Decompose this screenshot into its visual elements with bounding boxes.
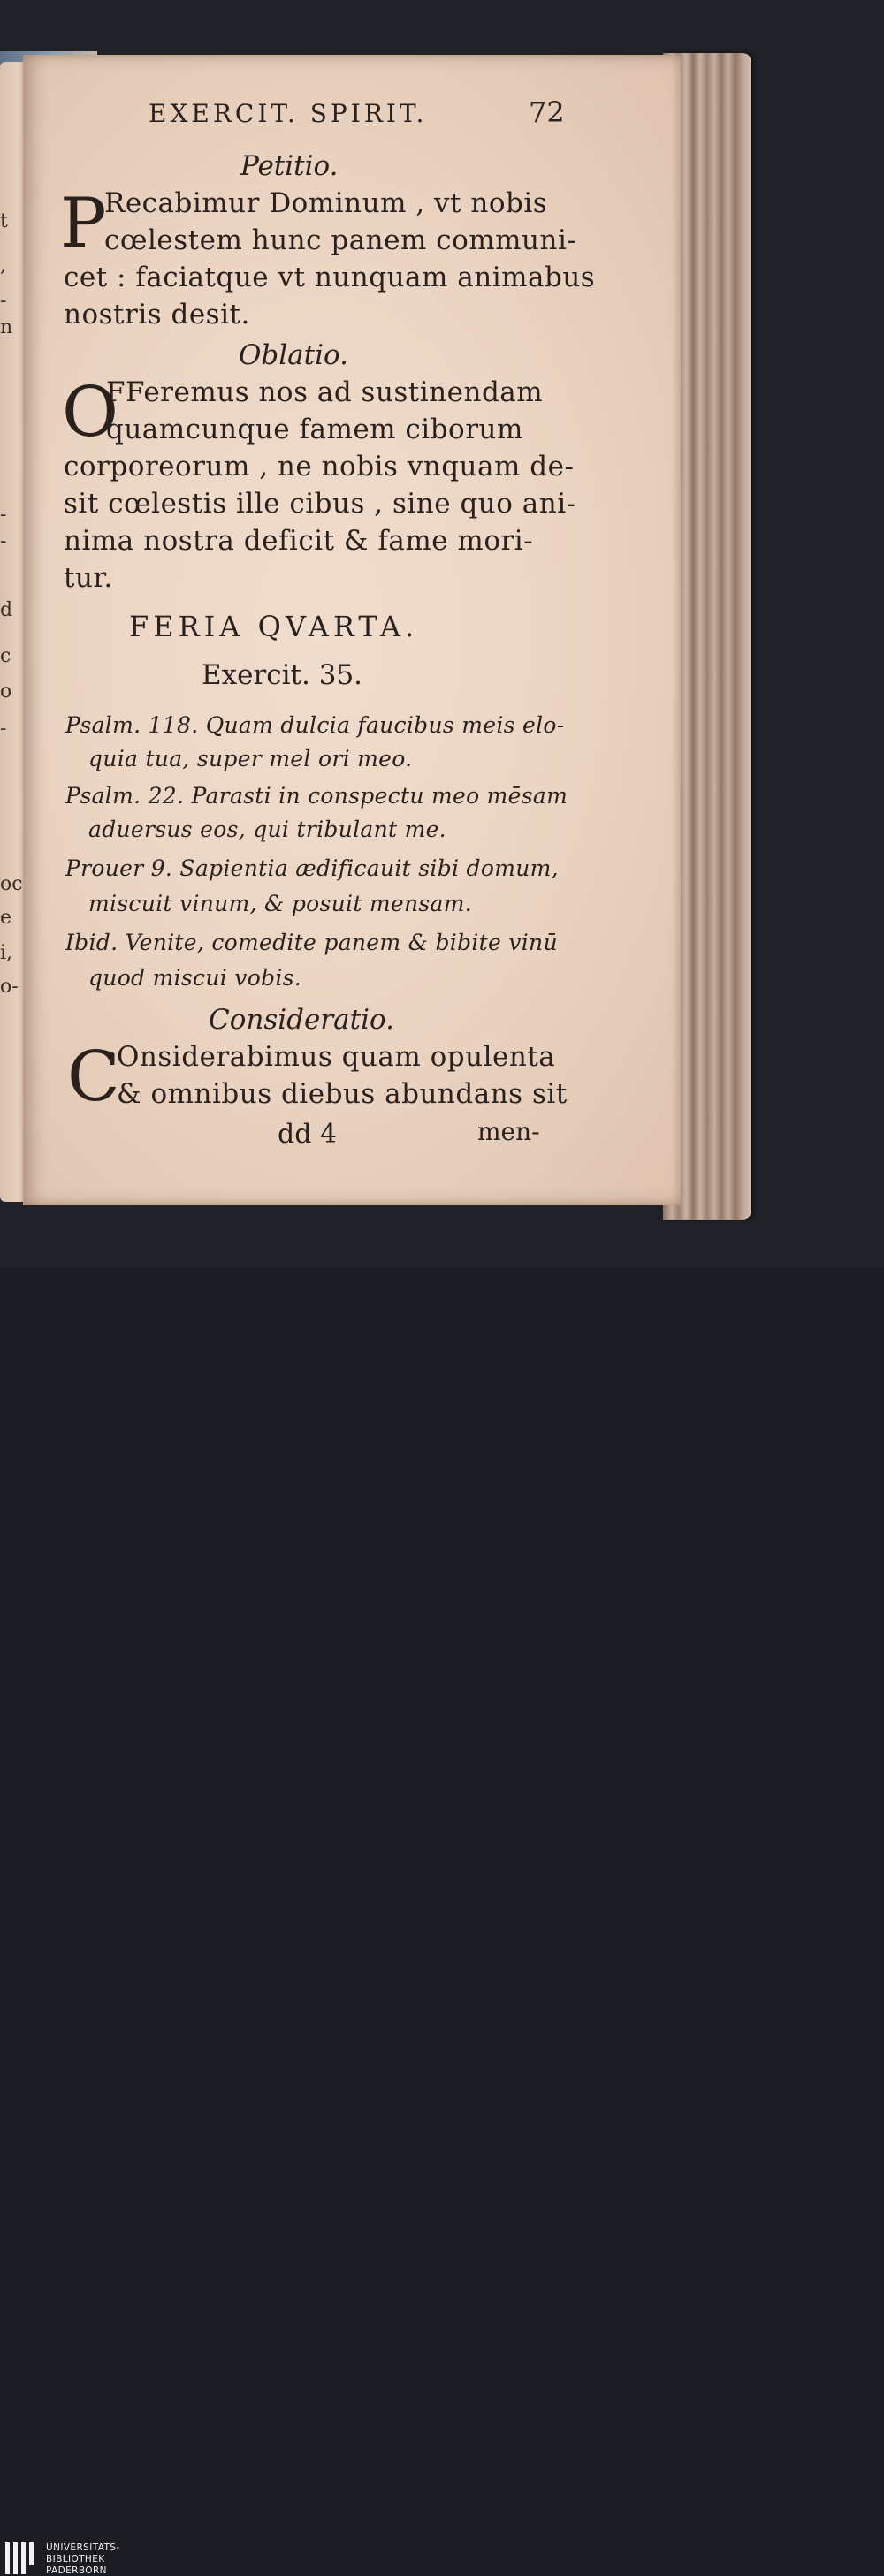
prev-page-fragment: -: [0, 290, 7, 312]
text-line: Recabimur Dominum , vt nobis: [104, 187, 548, 219]
citation-line: aduersus eos, qui tribulant me.: [88, 817, 446, 842]
section-title-oblatio: Oblatio.: [239, 339, 348, 371]
text-line: Onsiderabimus quam opulenta: [117, 1041, 556, 1073]
prev-page-fragment: -: [0, 504, 7, 526]
citation-line: Prouer 9. Sapientia ædificauit sibi domum,: [65, 855, 559, 881]
text-line: cet : faciatque vt nunquam animabus: [64, 262, 596, 293]
citation-line: Psalm. 22. Parasti in conspectu meo mēsam: [65, 783, 568, 809]
prev-page-fragment: o: [0, 680, 12, 703]
prev-page-fragment: c: [0, 645, 11, 667]
drop-initial-p: P: [60, 184, 107, 263]
text-line: & omnibus diebus abundans sit: [117, 1078, 568, 1110]
prev-page-fragment: oc: [0, 873, 23, 895]
prev-page-fragment: o-: [0, 976, 19, 998]
prev-page-fragment: e: [0, 907, 12, 929]
drop-initial-o: O: [62, 373, 118, 452]
library-footer: [0, 1268, 884, 2576]
text-line: tur.: [64, 562, 113, 594]
prev-page-fragment: n: [0, 316, 13, 338]
library-name-line: UNIVERSITÄTS-: [46, 2542, 120, 2553]
prev-page-fragment: d: [0, 599, 13, 621]
citation-line: Ibid. Venite, comedite panem & bibite vinū: [65, 930, 558, 955]
text-line: nostris desit.: [64, 299, 250, 331]
text-line: quamcunque famem ciborum: [106, 414, 523, 445]
text-line: nima nostra deficit & fame mori-: [64, 525, 534, 557]
citation-line: quod miscui vobis.: [88, 965, 302, 991]
library-name-line: PADERBORN: [46, 2565, 107, 2576]
prev-page-fragment: ,: [0, 255, 6, 277]
prev-page-fragment: i,: [0, 942, 13, 964]
prev-page-fragment: -: [0, 530, 7, 552]
running-header: EXERCIT. SPIRIT.: [149, 99, 428, 128]
page-number: 72: [529, 95, 565, 129]
citation-line: quia tua, super mel ori meo.: [88, 746, 413, 771]
text-line: sit cœlestis ille cibus , sine quo ani-: [64, 488, 576, 520]
section-title-consideratio: Consideratio.: [209, 1004, 395, 1036]
scan-area: [0, 0, 884, 1268]
prev-page-fragment: t: [0, 210, 8, 232]
section-title-petitio: Petitio.: [240, 150, 339, 182]
library-logo-icon: [5, 2542, 39, 2574]
signature-mark: dd 4: [278, 1119, 338, 1150]
citation-line: miscuit vinum, & posuit mensam.: [88, 891, 473, 916]
text-line: corporeorum , ne nobis vnquam de-: [64, 451, 575, 483]
text-line: FFeremus nos ad sustinendam: [106, 376, 544, 408]
catchword: men-: [477, 1117, 540, 1146]
library-name-line: BIBLIOTHEK: [46, 2554, 105, 2565]
prev-page-fragment: -: [0, 718, 7, 740]
citation-line: Psalm. 118. Quam dulcia faucibus meis elo-: [65, 712, 565, 738]
exercit-number: Exercit. 35.: [202, 659, 363, 691]
text-line: cœlestem hunc panem communi-: [104, 224, 577, 256]
drop-initial-c: C: [67, 1037, 120, 1117]
feria-heading: FERIA QVARTA.: [129, 610, 419, 643]
